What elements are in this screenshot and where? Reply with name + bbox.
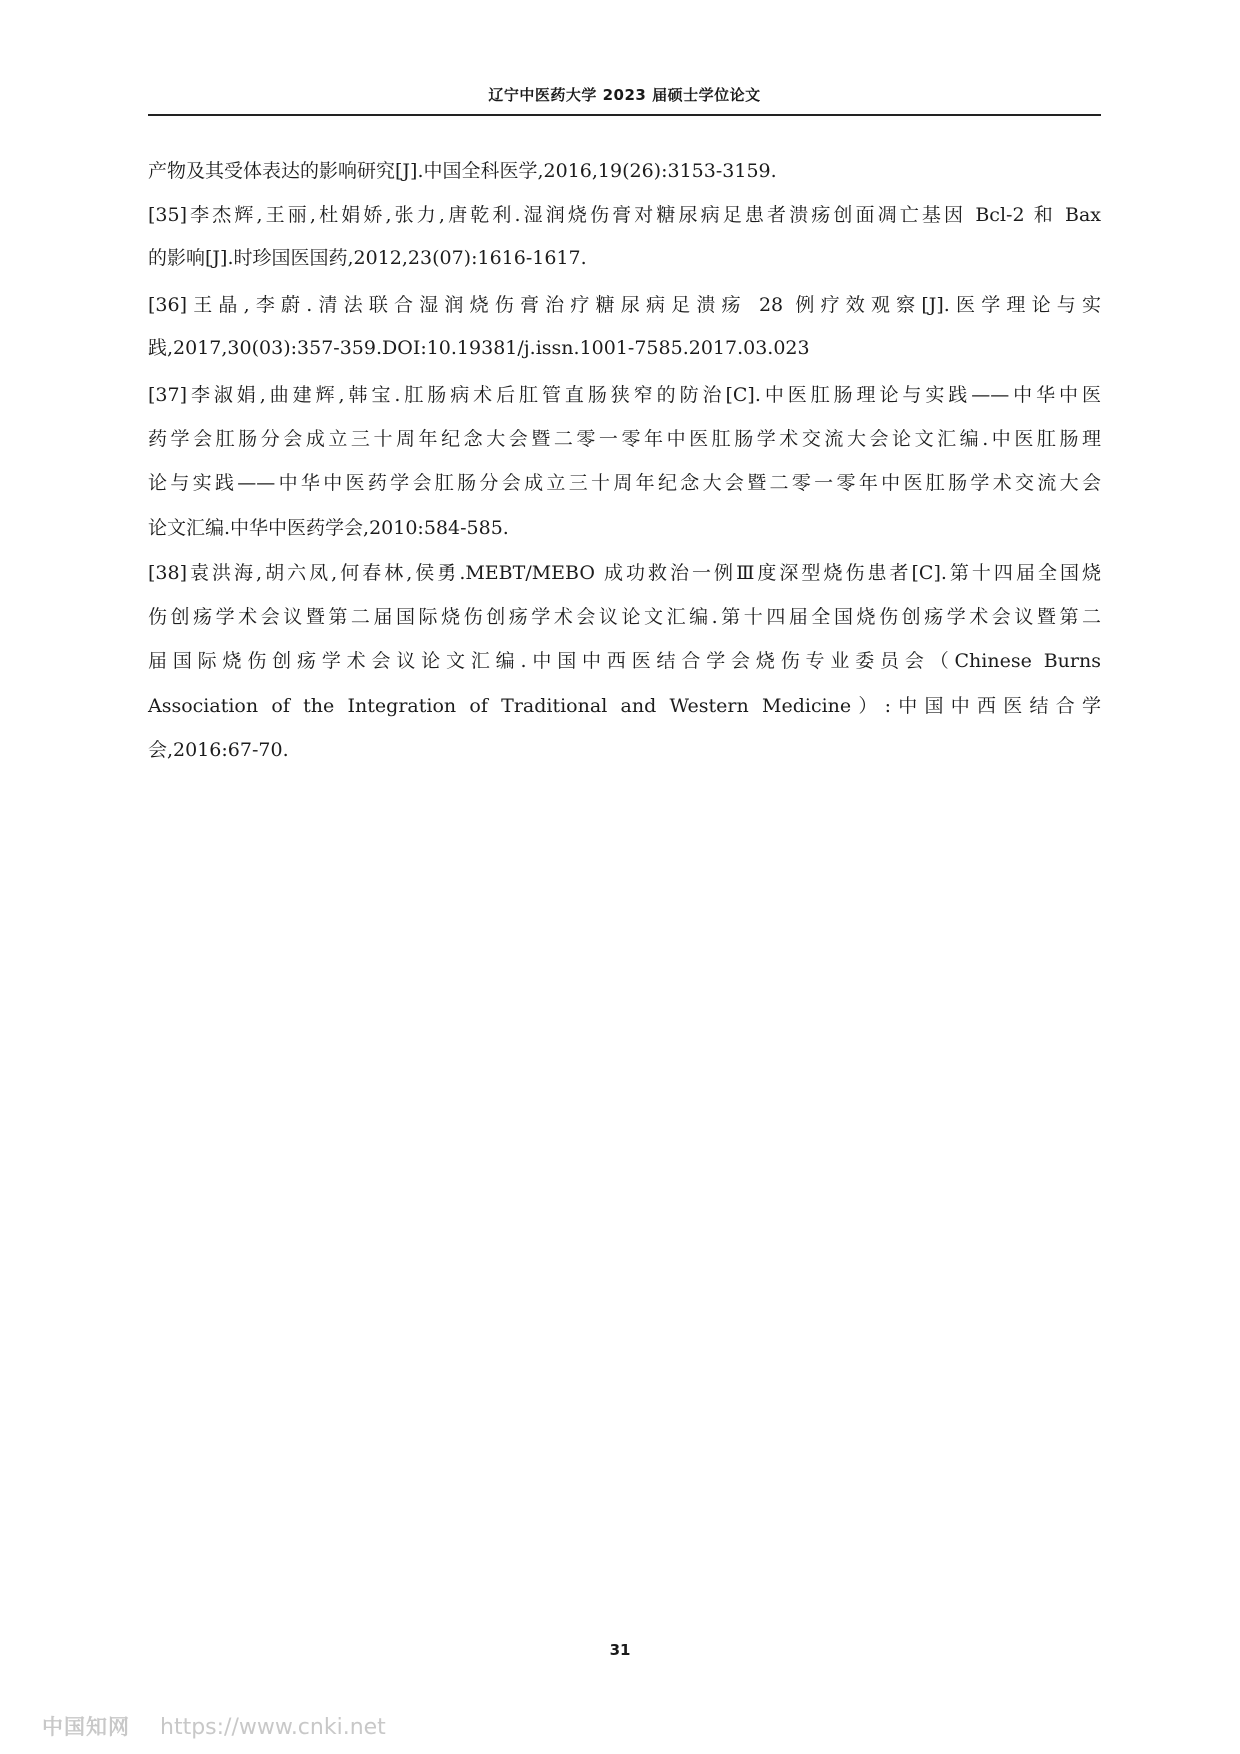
cnki-watermark bbox=[42, 1712, 386, 1742]
reference-line: 伤创疡学术会议暨第二届国际烧伤创疡学术会议论文汇编.第十四届全国烧伤创疡学术会议暨第二 bbox=[148, 606, 1101, 628]
reference-line: 届国际烧伤创疡学术会议论文汇编.中国中西医结合学会烧伤专业委员会（Chinese Burns bbox=[148, 650, 1101, 672]
reference-line: 论文汇编.中华中医药学会,2010:584-585. bbox=[148, 517, 509, 539]
reference-line: 的影响[J].时珍国医国药,2012,23(07):1616-1617. bbox=[148, 247, 587, 269]
reference-line: [38]袁洪海,胡六凤,何春林,侯勇.MEBT/MEBO 成功救治一例Ⅲ度深型烧伤患者[C].第十四届全国烧 bbox=[148, 562, 1101, 584]
page-header bbox=[148, 84, 1101, 116]
reference-line: 践,2017,30(03):357-359.DOI:10.19381/j.issn.1001-7585.2017.03.023 bbox=[148, 337, 810, 359]
reference-line: [36]王晶,李蔚.清法联合湿润烧伤膏治疗糖尿病足溃疡 28 例疗效观察[J].医学理论与实 bbox=[148, 294, 1101, 316]
reference-line: [35]李杰辉,王丽,杜娟娇,张力,唐乾利.湿润烧伤膏对糖尿病足患者溃疡创面凋亡基因 Bcl-2 和 Bax bbox=[148, 204, 1101, 226]
reference-line: Association of the Integration of Traditional and Western Medicine）:中国中西医结合学 bbox=[148, 695, 1101, 717]
reference-line: [37]李淑娟,曲建辉,韩宝.肛肠病术后肛管直肠狭窄的防治[C].中医肛肠理论与实践——中华中医 bbox=[148, 384, 1101, 406]
header-title: 辽宁中医药大学 2023 届硕士学位论文 bbox=[488, 86, 761, 104]
watermark-url: https://www.cnki.net bbox=[160, 1715, 386, 1740]
reference-line: 论与实践——中华中医药学会肛肠分会成立三十周年纪念大会暨二零一零年中医肛肠学术交流大会 bbox=[148, 472, 1101, 494]
watermark-brand: 中国知网 bbox=[42, 1715, 130, 1739]
reference-line: 药学会肛肠分会成立三十周年纪念大会暨二零一零年中医肛肠学术交流大会论文汇编.中医肛肠理 bbox=[148, 428, 1101, 450]
page-number: 31 bbox=[609, 1641, 631, 1659]
reference-line: 会,2016:67-70. bbox=[148, 739, 289, 761]
reference-line: 产物及其受体表达的影响研究[J].中国全科医学,2016,19(26):3153-3159. bbox=[148, 160, 777, 182]
